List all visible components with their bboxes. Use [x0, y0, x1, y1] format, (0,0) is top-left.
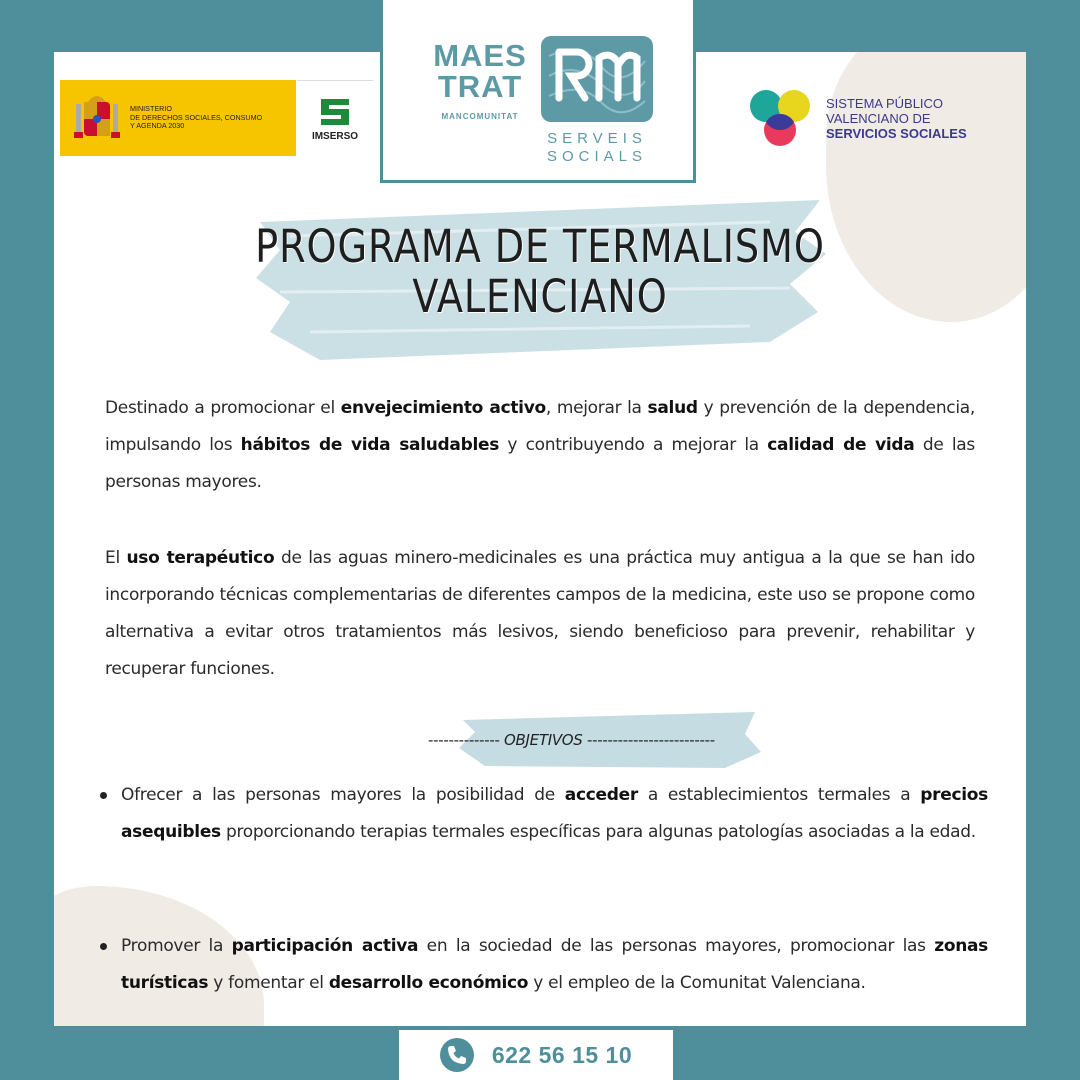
mancomunitat-logo [380, 0, 696, 183]
phone-number[interactable]: 622 56 15 10 [491, 1041, 633, 1068]
bold-text: salud [647, 398, 698, 418]
text-run: , mejorar la [545, 398, 648, 418]
objective-text [121, 777, 988, 851]
imserso-label: IMSERSO [311, 131, 359, 142]
bold-text: acceder [564, 785, 638, 805]
sistema-text: SISTEMA PÚBLICO VALENCIANO DE SERVICIOS SOCIALES [826, 96, 967, 141]
intro-paragraph-1 [105, 390, 975, 501]
imserso-logo [297, 80, 373, 156]
bold-text: hábitos de vida saludables [240, 435, 500, 455]
text-run: El [105, 548, 127, 568]
list-item [100, 928, 988, 1002]
ministerio-text: MINISTERIO DE DERECHOS SOCIALES, CONSUMO Y AGENDA 2030 [130, 104, 263, 131]
text-run: Destinado a promocionar el [105, 398, 341, 418]
phone-icon [440, 1038, 474, 1072]
rm-monogram-icon [541, 36, 653, 122]
bold-text: uso terapéutico [126, 548, 275, 568]
imserso-mark-icon [315, 95, 355, 127]
bold-text: zonas turísticas [121, 936, 989, 993]
bold-text: participación activa [231, 936, 419, 956]
bold-text: calidad de vida [767, 435, 915, 455]
objective-text [121, 928, 988, 1002]
text-run: de las aguas minero-medicinales es una práctica muy antigua a la que se han ido incorporando técnicas complementarias de diferentes campos de la medicina, este uso se propone como alternativa a evitar otros tratamientos más lesivos, siendo beneficioso para prevenir, rehabilitar y recuperar funciones. [105, 548, 976, 679]
bold-text: precios asequibles [121, 785, 988, 842]
objetivos-heading: -------------- OBJETIVOS ------------------------- [428, 731, 715, 749]
text-run: Promover la [121, 936, 232, 956]
text-run: Ofrecer a las personas mayores la posibilidad de [121, 785, 565, 805]
text-run: de las personas mayores. [105, 435, 975, 492]
text-run: proporcionando terapias termales específicas para algunas patologías asociadas a la edad. [220, 822, 976, 842]
sistema-circles-icon [748, 88, 814, 150]
bullet-icon [100, 792, 107, 799]
spain-crest-icon [70, 88, 124, 148]
text-run: a establecimientos termales a [637, 785, 921, 805]
text-run: y fomentar el [208, 973, 329, 993]
contact-phone[interactable] [399, 1030, 673, 1080]
text-run: y prevención de la dependencia, impulsando los [105, 398, 975, 455]
bullet-icon [100, 943, 107, 950]
maestrat-wordmark: MAES TRAT [433, 38, 527, 104]
text-run: en la sociedad de las personas mayores, promocionar las [418, 936, 935, 956]
sistema-publico-logo [748, 88, 998, 150]
list-item [100, 777, 988, 851]
bold-text: envejecimiento activo [340, 398, 546, 418]
bold-text: desarrollo económico [328, 973, 529, 993]
mancomunitat-label: MANCOMUNITAT [441, 112, 519, 121]
serveis-socials-label: SERVEIS SOCIALS [546, 130, 648, 165]
ministerio-logo [60, 80, 296, 156]
text-run: y el empleo de la Comunitat Valenciana. [528, 973, 866, 993]
page-title: PROGRAMA DE TERMALISMO VALENCIANO [255, 220, 825, 323]
intro-paragraph-2 [105, 540, 975, 688]
text-run: y contribuyendo a mejorar la [499, 435, 768, 455]
